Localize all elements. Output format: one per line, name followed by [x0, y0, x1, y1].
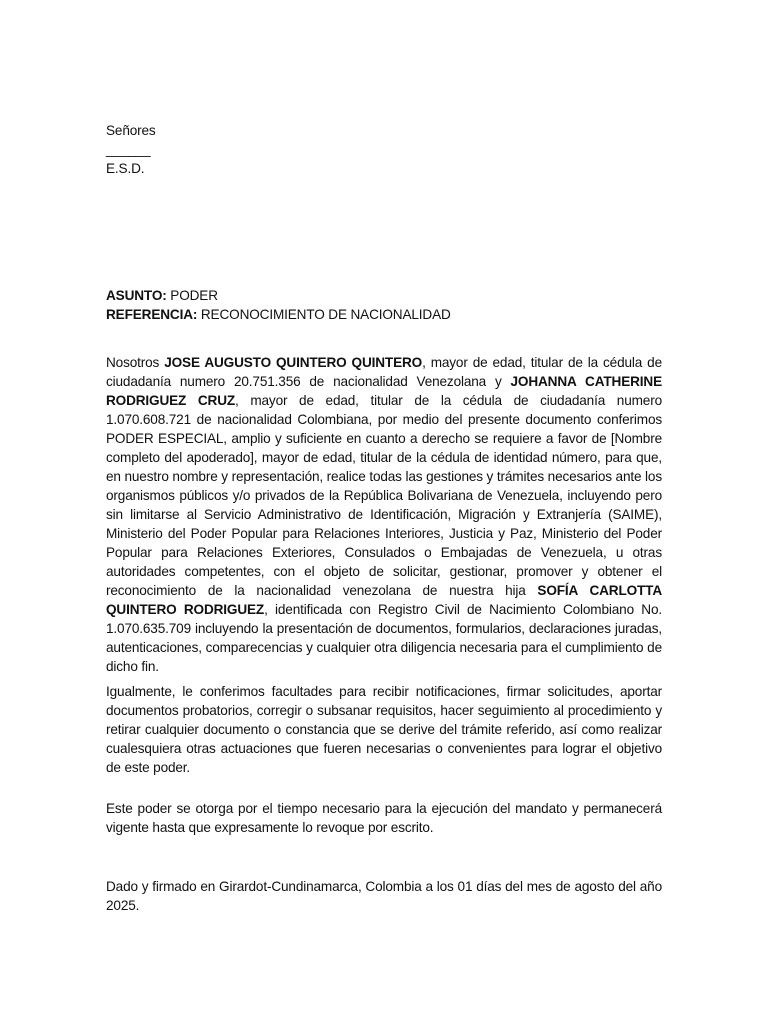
recipient-line: Señores	[106, 123, 156, 138]
referencia-value: RECONOCIMIENTO DE NACIONALIDAD	[200, 307, 451, 322]
referencia-label: REFERENCIA:	[106, 307, 198, 322]
asunto-line	[106, 286, 662, 305]
recipient-blank-line: ______	[106, 142, 151, 157]
referencia-line	[106, 305, 662, 324]
grantor-name-2: JOHANNA CATHERINE RODRIGUEZ CRUZ	[106, 374, 662, 408]
body-paragraph-duration: Este poder se otorga por el tiempo necesario para la ejecución del mandato y permanecerá vigente hasta que expresamente lo revoque por escrito.	[106, 801, 662, 835]
p1-text-1: Nosotros	[106, 355, 165, 370]
asunto-label: ASUNTO:	[106, 288, 167, 303]
p1-text-2: , mayor de edad, titular de la cédula de ciudadanía numero 20.751.356 de nacionalidad Venezolana y	[106, 355, 662, 389]
grantor-name-1: JOSE AUGUSTO QUINTERO QUINTERO	[164, 355, 423, 370]
esd-line: E.S.D.	[106, 161, 145, 176]
subject-block	[106, 286, 662, 324]
asunto-value: PODER	[170, 288, 218, 303]
p1-text-3: , mayor de edad, titular de la cédula de ciudadanía numero 1.070.608.721 de nacionalidad Colombiana, por medio del presente documento conferimos PODER ESPECIAL, amplio y suficiente en cuanto a derecho se requiere a favor de [Nombre completo del apoderado], mayor de edad, titular de la cédula de identidad número, para que, en nuestro nombre y representación, realice todas las gestiones y trámites necesarios ante los organismos públicos y/o privados de la República Bolivariana de Venezuela, incluyendo pero sin limitarse al Servicio Administrativo de Identificación, Migración y Extranjería (SAIME), Ministerio del Poder Popular para Relaciones Interiores, Justicia y Paz, Ministerio del Poder Popular para Relaciones Exteriores, Consulados o Embajadas de Venezuela, u otras autoridades competentes, con el objeto de solicitar, gestionar, promover y obtener el reconocimiento de la nacionalidad venezolana de nuestra hija	[106, 393, 662, 598]
address-block	[106, 121, 662, 178]
body-paragraph-grant	[106, 353, 662, 676]
body-paragraph-signed-place-date: Dado y firmado en Girardot-Cundinamarca, Colombia a los 01 días del mes de agosto del año 2025.	[106, 879, 662, 913]
p1-text-4: , identificada con Registro Civil de Nacimiento Colombiano No. 1.070.635.709 incluyendo la presentación de documentos, formularios, declaraciones juradas, autenticaciones, comparecencias y cualquier otra diligencia necesaria para el cumplimiento de dicho fin.	[106, 602, 662, 674]
body-paragraph-faculties: Igualmente, le conferimos facultades para recibir notificaciones, firmar solicitudes, aportar documentos probatorios, corregir o subsanar requisitos, hacer seguimiento al procedimiento y retirar cualquier documento o constancia que se derive del trámite referido, así como realizar cualesquiera otras actuaciones que fueren necesarias o convenientes para lograr el objetivo de este poder.	[106, 684, 662, 775]
daughter-name: SOFÍA CARLOTTA QUINTERO RODRIGUEZ	[106, 583, 662, 617]
